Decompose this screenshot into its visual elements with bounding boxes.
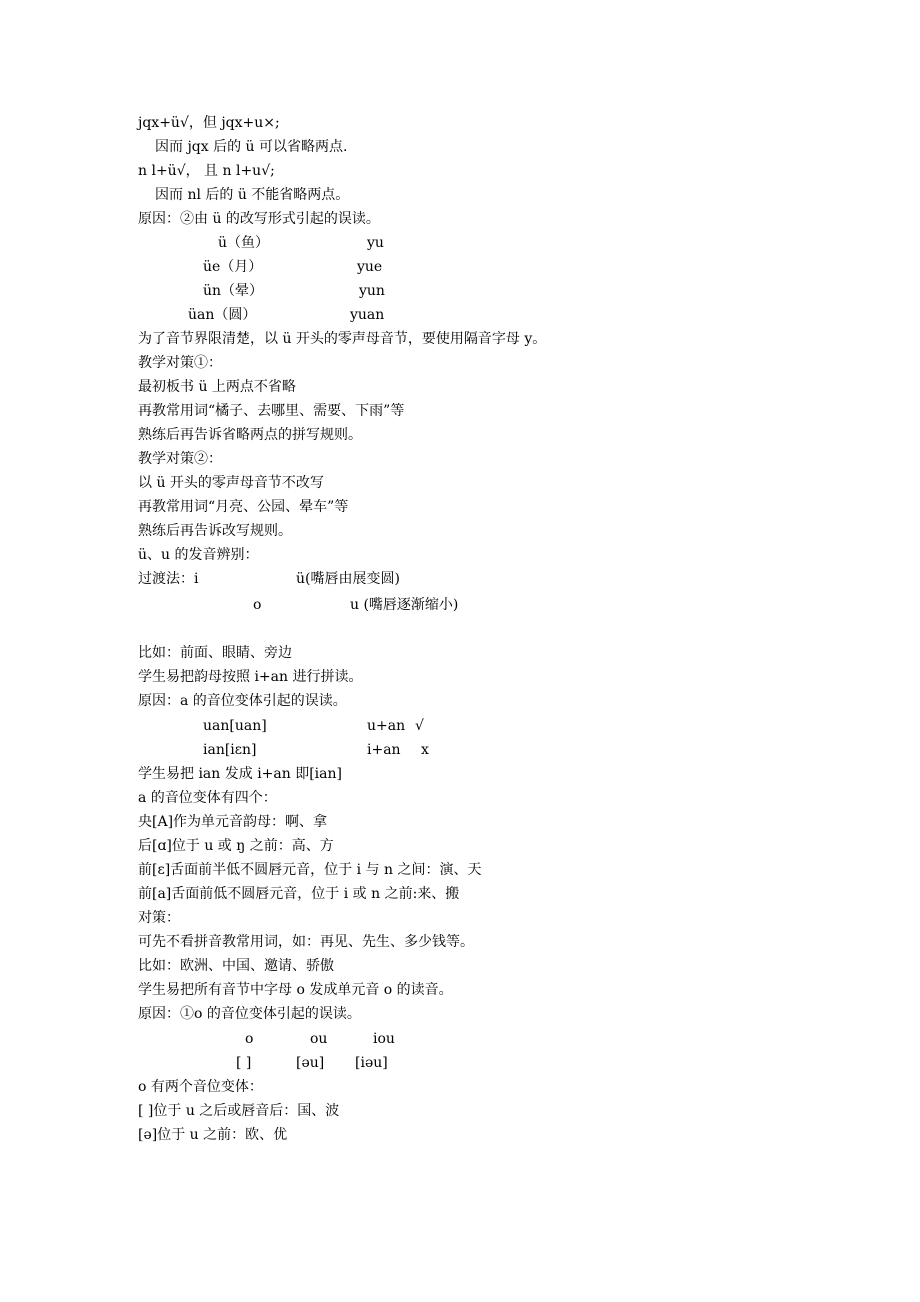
text-line: n l+ü√， 且 n l+u√; <box>138 163 275 179</box>
ian-table-cell: ian[iɛn] <box>203 742 257 758</box>
text-line: o 有两个音位变体： <box>138 1079 263 1095</box>
ian-table-cell: √ <box>415 718 424 734</box>
transition-result-2: u (嘴唇逐渐缩小) <box>350 597 459 613</box>
transition-result-1: ü(嘴唇由展变圆) <box>296 571 400 587</box>
ytable-left: ü（鱼） <box>218 235 270 251</box>
transition-label: 过渡法：i <box>138 571 199 587</box>
text-line: jqx+ü√，但 jqx+u×; <box>138 115 280 131</box>
text-line: a 的音位变体有四个： <box>138 790 277 806</box>
text-line: 央[A]作为单元音韵母：啊、拿 <box>138 814 328 830</box>
ytable-right: yu <box>367 235 384 251</box>
text-line: 为了音节界限清楚，以 ü 开头的零声母音节，要使用隔音字母 y。 <box>138 331 547 347</box>
text-line: 因而 jqx 后的 ü 可以省略两点. <box>155 139 348 155</box>
ytable-right: yuan <box>350 307 385 323</box>
ian-table-cell: i+an <box>367 742 401 758</box>
ytable-right: yue <box>357 259 383 275</box>
ytable-left: üe（月） <box>203 259 263 275</box>
o-table-cell: [əu] <box>296 1055 325 1071</box>
text-line: 学生易把 ian 发成 i+an 即[ian] <box>138 766 342 782</box>
o-table-cell: [ ] <box>236 1055 252 1071</box>
transition-o: o <box>253 597 262 613</box>
text-line: [ ]位于 u 之后或唇音后：国、波 <box>138 1103 340 1119</box>
o-table-cell: [iəu] <box>355 1055 388 1071</box>
ian-table-cell: u+an <box>367 718 406 734</box>
text-line: 学生易把韵母按照 i+an 进行拼读。 <box>138 669 363 685</box>
text-line: ü、u 的发音辨别： <box>138 547 259 563</box>
ytable-left: üan（圆） <box>188 307 257 323</box>
text-line: 因而 nl 后的 ü 不能省略两点。 <box>155 187 350 203</box>
text-line: 原因：②由 ü 的改写形式引起的误读。 <box>138 211 380 227</box>
ytable-right: yun <box>359 283 385 299</box>
text-line: 前[ɛ]舌面前半低不圆唇元音，位于 i 与 n 之间：演、天 <box>138 862 482 878</box>
text-line: 教学对策①： <box>138 355 222 371</box>
text-line: 再教常用词“橘子、去哪里、需要、下雨”等 <box>138 403 405 419</box>
text-line: 对策： <box>138 910 180 926</box>
o-table-cell: o <box>245 1031 254 1047</box>
text-line: 前[a]舌面前低不圆唇元音，位于 i 或 n 之前:来、搬 <box>138 886 460 902</box>
text-line: 可先不看拼音教常用词，如：再见、先生、多少钱等。 <box>138 934 474 950</box>
text-line: [ə]位于 u 之前：欧、优 <box>138 1127 288 1143</box>
o-table-cell: iou <box>373 1031 395 1047</box>
text-line: 以 ü 开头的零声母音节不改写 <box>138 475 324 491</box>
text-line: 熟练后再告诉改写规则。 <box>138 523 292 539</box>
ian-table-cell: uan[uan] <box>203 718 267 734</box>
text-line: 再教常用词“月亮、公园、晕车”等 <box>138 499 349 515</box>
text-line: 原因：a 的音位变体引起的误读。 <box>138 693 347 709</box>
ytable-left: ün（晕） <box>203 283 264 299</box>
text-line: 教学对策②： <box>138 451 222 467</box>
text-line: 熟练后再告诉省略两点的拼写规则。 <box>138 427 362 443</box>
text-line: 比如：前面、眼睛、旁边 <box>138 645 292 661</box>
text-line: 后[ɑ]位于 u 或 ŋ 之前：高、方 <box>138 838 334 854</box>
o-table-cell: ou <box>310 1031 328 1047</box>
text-line: 比如：欧洲、中国、邀请、骄傲 <box>138 958 334 974</box>
text-line: 原因：①o 的音位变体引起的误读。 <box>138 1006 361 1022</box>
text-line: 学生易把所有音节中字母 o 发成单元音 o 的读音。 <box>138 982 453 998</box>
text-line: 最初板书 ü 上两点不省略 <box>138 379 296 395</box>
ian-table-cell: x <box>421 742 429 758</box>
